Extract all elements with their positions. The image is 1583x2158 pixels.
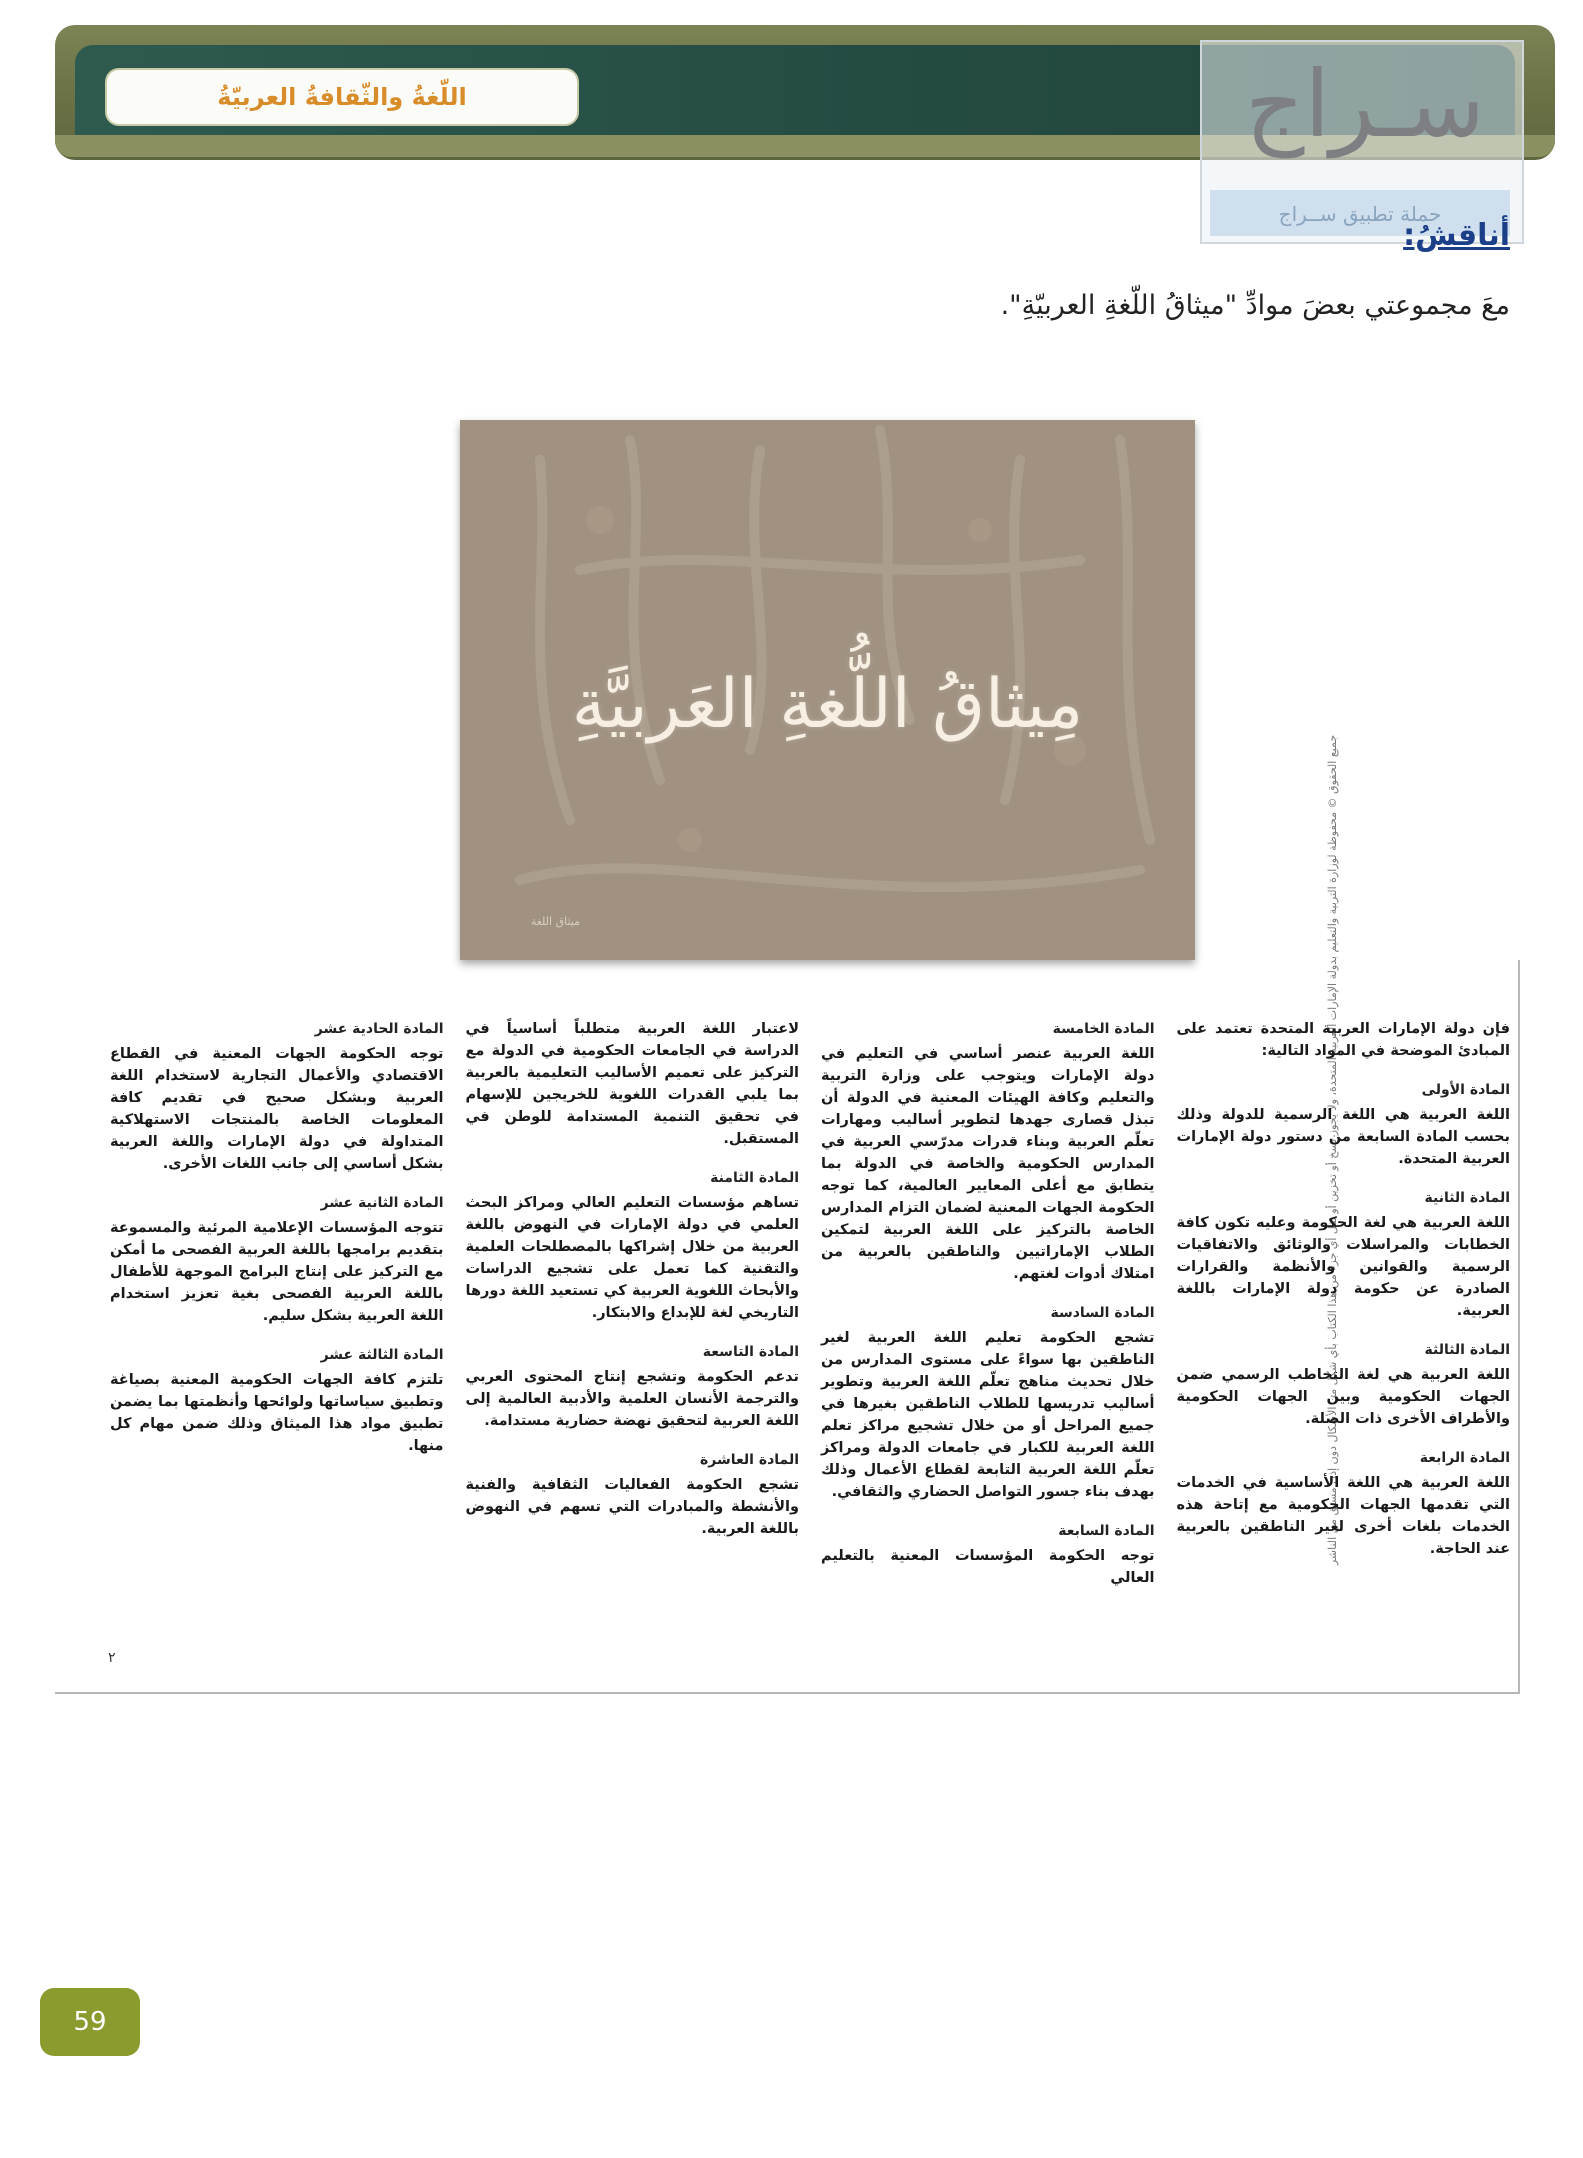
activity-instruction: معَ مجموعتي بعضَ موادِّ "ميثاقُ اللّغةِ العربيّةِ".: [1000, 290, 1510, 321]
articles-column-3: [466, 1018, 800, 1653]
charter-cover-image: [460, 420, 1195, 960]
article-heading: المادة السابعة: [1058, 1523, 1155, 1539]
article: [1177, 1187, 1511, 1322]
cover-title: مِيثاقُ اللُّغةِ العَربيَّةِ: [571, 665, 1084, 744]
article-text: تشجع الحكومة تعليم اللغة العربية لغير الناطقين بها سواءً على مستوى المدارس من خلال تحديث مناهج تعلّم اللغة العربية وتطوير أساليب تدريسها للطلاب الناطقين بغيرها في جميع المراحل أو من خلال تشجيع مراكز تعلم اللغة العربية للكبار في جامعات الدولة ومراكز تعلّم اللغة العربية التابعة لقطاع الأعمال وذلك بهدف بناء جسور التواصل الحضاري والثقافي.: [821, 1330, 1155, 1500]
article-heading: المادة السادسة: [1050, 1305, 1155, 1321]
article: [110, 1018, 444, 1175]
article: [110, 1344, 444, 1457]
article-text: اللغة العربية هي اللغة الأساسية في الخدمات التي تقدمها الجهات الحكومية مع إتاحة هذه الخدمات بلغات أخرى لغير الناطقين بالعربية عند الحاجة.: [1176, 1475, 1510, 1557]
article: [1177, 1018, 1511, 1062]
article-text: توجه الحكومة الجهات المعنية في القطاع الاقتصادي والأعمال التجارية لاستخدام اللغة العربية وبشكل صحيح في تقديم كافة المعلومات الخاصة بالمنتجات الاستهلاكية المتداولة في دولة الإمارات واللغة العربية بشكل أساسي إلى جانب اللغات الأخرى.: [110, 1046, 444, 1172]
copyright-side-note: جميع الحقوق © محفوظة لوزارة التربية والتعليم بدولة الإمارات العربية المتحدة، ولا يجوز نسخ أو تخزين أو نقل أي جزء من هذا الكتاب بأي شكل من الأشكال دون إذن مسبق من الناشر: [1326, 734, 1339, 1566]
article-heading: المادة الرابعة: [1419, 1450, 1510, 1466]
articles-column-2: [821, 1018, 1155, 1653]
article-text: توجه الحكومة المؤسسات المعنية بالتعليم العالي: [821, 1548, 1155, 1586]
articles-column-4: [110, 1018, 444, 1653]
article-heading: المادة الخامسة: [1052, 1021, 1155, 1037]
section-title: اللّغةُ والثّقافةُ العربيّةُ: [105, 68, 579, 126]
article-text: اللغة العربية هي لغة التخاطب الرسمي ضمن الجهات الحكومية وبين الجهات الحكومية والأطراف الأخرى ذات الصلة.: [1176, 1367, 1510, 1427]
article-text: تلتزم كافة الجهات الحكومية المعنية بصياغة وتطبيق سياساتها ولوائحها وأنظمتها بما يضمن تطبيق مواد هذا الميثاق وذلك ضمن مهام كل منها.: [110, 1372, 444, 1454]
article: [466, 1449, 800, 1540]
article: [466, 1341, 800, 1432]
article: [821, 1302, 1155, 1503]
articles-column-1: [1177, 1018, 1511, 1653]
charter-articles: [110, 1018, 1510, 1653]
article-heading: المادة العاشرة: [700, 1452, 799, 1468]
article-heading: المادة الثانية: [1424, 1190, 1510, 1206]
article-text: تشجع الحكومة الفعاليات الثقافية والفنية والأنشطة والمبادرات التي تسهم في النهوض باللغة العربية.: [465, 1477, 799, 1537]
page-frame-side-rule: [1518, 960, 1520, 1694]
article-text: لاعتبار اللغة العربية متطلباً أساسياً في الدراسة في الجامعات الحكومية في الدولة مع التركيز على تعميم الأساليب التعليمية بالعربية بما يلبي القدرات اللغوية للخريجين للإسهام في تحقيق التنمية المستدامة للوطن في المستقبل.: [465, 1021, 799, 1147]
article-text: اللغة العربية عنصر أساسي في التعليم في دولة الإمارات ويتوجب على وزارة التربية والتعليم وكافة الهيئات المعنية في الدولة أن تبذل قصارى جهدها لتطوير أساليب ومهارات تعلّم العربية وبناء قدرات مدرّسي العربية في المدارس الحكومية والخاصة في الدولة بما يتطابق مع أعلى المعايير العالمية، كما توجه الحكومة الجهات المعنية لضمان التزام المدارس الخاصة بالتركيز على اللغة العربية لتمكين الطلاب الإماراتيين والناطقين بالعربية من امتلاك أدوات لغتهم.: [821, 1046, 1155, 1282]
logo-text: سـراج: [1245, 51, 1485, 158]
article: [466, 1167, 800, 1324]
article-heading: المادة الأولى: [1421, 1082, 1510, 1098]
article-heading: المادة الثانية عشر: [320, 1195, 444, 1211]
article-text: تدعم الحكومة وتشجع إنتاج المحتوى العربي والترجمة الأنسان العلمية والأدبية العالمية إلى اللغة العربية لتحقيق نهضة حضارية مستدامة.: [465, 1369, 799, 1429]
article-heading: المادة الثامنة: [710, 1170, 799, 1186]
article: [466, 1018, 800, 1150]
article: [1177, 1447, 1511, 1560]
article-heading: المادة التاسعة: [702, 1344, 799, 1360]
page-number: 59: [40, 1988, 140, 2056]
page-frame-bottom-rule: [55, 1692, 1520, 1694]
article-text: اللغة العربية هي اللغة الرسمية للدولة وذلك بحسب المادة السابعة من دستور دولة الإمارات العربية المتحدة.: [1176, 1107, 1510, 1167]
article: [821, 1520, 1155, 1589]
cover-mark: ميثاق اللغة: [530, 915, 580, 928]
article-text: فإن دولة الإمارات العربية المتحدة تعتمد على المبادئ الموضحة في المواد التالية:: [1176, 1021, 1510, 1059]
inner-page-number: ٢: [108, 1650, 116, 1666]
article: [110, 1192, 444, 1327]
article-heading: المادة الثالثة: [1424, 1342, 1510, 1358]
article: [1177, 1079, 1511, 1170]
article-text: اللغة العربية هي لغة الحكومة وعليه تكون كافة الخطابات والمراسلات والوثائق والاتفاقيات الرسمية والقوانين والأنظمة والقرارات الصادرة عن حكومة دولة الإمارات باللغة العربية.: [1176, 1215, 1510, 1319]
logo-subtext: حملة تطبيق ســراج: [1278, 202, 1442, 226]
article-text: تتوجه المؤسسات الإعلامية المرئية والمسموعة بتقديم برامجها باللغة العربية الفصحى ما أمكن مع التركيز على إنتاج البرامج الموجهة للأطفال باللغة العربية الفصحى بغية تعزيز استخدام اللغة العربية بشكل سليم.: [110, 1220, 444, 1324]
article: [821, 1018, 1155, 1285]
article-heading: المادة الحادية عشر: [314, 1021, 444, 1037]
article: [1177, 1339, 1511, 1430]
article-text: تساهم مؤسسات التعليم العالي ومراكز البحث العلمي في دولة الإمارات في النهوض باللغة العربية من خلال إشراكها بالمصطلحات العلمية والتقنية كما تعمل على تشجيع الدراسات والأبحاث اللغوية العربية كي تستعيد اللغة دورها التاريخي لغة للإبداع والابتكار.: [465, 1195, 799, 1321]
article-heading: المادة الثالثة عشر: [320, 1347, 444, 1363]
activity-label: أناقشُ:: [1403, 218, 1510, 253]
